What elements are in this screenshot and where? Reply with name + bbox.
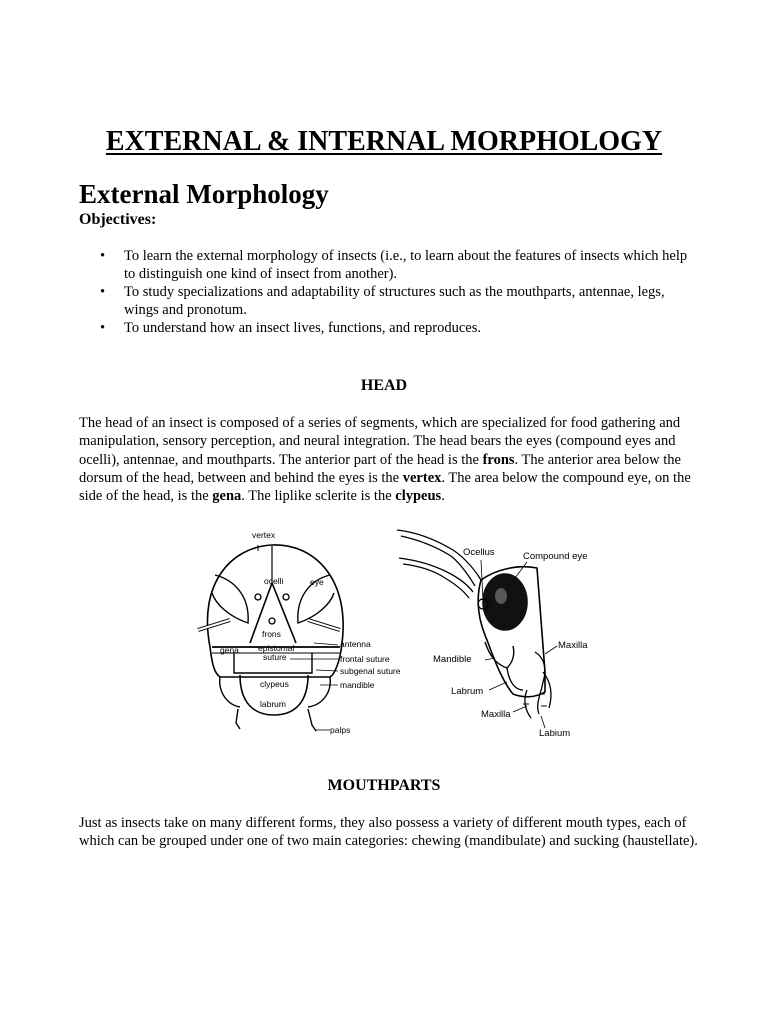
label-antenna: antenna <box>340 639 371 649</box>
bullet-icon: • <box>100 248 106 264</box>
label-epistomal: epistomal <box>258 643 295 653</box>
label-eye: eye <box>310 577 324 587</box>
list-item <box>79 247 699 283</box>
term-vertex: vertex <box>402 469 442 486</box>
head-side-diagram <box>395 522 595 747</box>
label-labrum: Labrum <box>451 686 484 697</box>
label-labrum: labrum <box>260 699 286 709</box>
head-front-diagram <box>190 525 400 750</box>
head-paragraph <box>79 414 709 505</box>
label-labium: Labium <box>539 728 571 739</box>
paragraph-text: . The liplike sclerite is the <box>241 488 396 505</box>
label-suture: suture <box>263 652 287 662</box>
label-frontal-suture: frontal suture <box>340 654 390 664</box>
paragraph-text: . The anterior area below the dorsum of the head, between and behind the eyes is the <box>79 451 681 486</box>
label-subgenal-suture: subgenal suture <box>340 666 400 676</box>
label-clypeus: clypeus <box>260 679 289 689</box>
label-ocelli: ocelli <box>264 576 284 586</box>
label-mandible: mandible <box>340 680 375 690</box>
objectives-label: Objectives: <box>79 211 157 228</box>
label-maxilla-right: Maxilla <box>558 640 588 651</box>
label-ocellus: Ocellus <box>463 547 495 558</box>
objectives-list <box>79 247 699 337</box>
term-frons: frons <box>482 451 515 468</box>
document-title: EXTERNAL & INTERNAL MORPHOLOGY <box>105 126 663 157</box>
objective-text: To study specializations and adaptability of structures such as the mouthparts, antennae, legs, wings and pronotum. <box>124 284 665 318</box>
list-item <box>79 319 699 337</box>
objective-text: To understand how an insect lives, functions, and reproduces. <box>124 320 481 336</box>
label-compound-eye: Compound eye <box>523 551 588 562</box>
label-mandible: Mandible <box>433 654 472 665</box>
bullet-icon: • <box>100 320 106 336</box>
paragraph-text: The head of an insect is composed of a series of segments, which are specialized for food gathering and manipulation, sensory perception, and neural integration. The head bears the eyes (compound eyes and ocelli), antennae, and mouthparts. The anterior part of the head is the <box>79 415 681 468</box>
paragraph-text: . <box>441 488 445 505</box>
bullet-icon: • <box>100 284 106 300</box>
label-maxilla-bottom: Maxilla <box>481 709 511 720</box>
section-title: External Morphology <box>79 179 329 209</box>
term-gena: gena <box>212 488 242 505</box>
list-item <box>79 283 699 319</box>
mouthparts-heading: MOUTHPARTS <box>327 777 441 794</box>
term-clypeus: clypeus <box>395 488 442 505</box>
label-vertex: vertex <box>252 530 276 540</box>
label-gena: gena <box>220 645 239 655</box>
head-heading: HEAD <box>360 377 408 394</box>
label-palps: palps <box>330 725 351 735</box>
paragraph-text: . The area below the compound eye, on the side of the head, is the <box>79 469 691 505</box>
objective-text: To learn the external morphology of insects (i.e., to learn about the features of insects which help to distinguish one kind of insect from another). <box>124 248 688 282</box>
label-frons: frons <box>262 629 281 639</box>
mouthparts-paragraph: Just as insects take on many different forms, they also possess a variety of different mouth types, each of which can be grouped under one of two main categories: chewing (mandibulate) and sucking (haustellate). <box>79 815 698 850</box>
